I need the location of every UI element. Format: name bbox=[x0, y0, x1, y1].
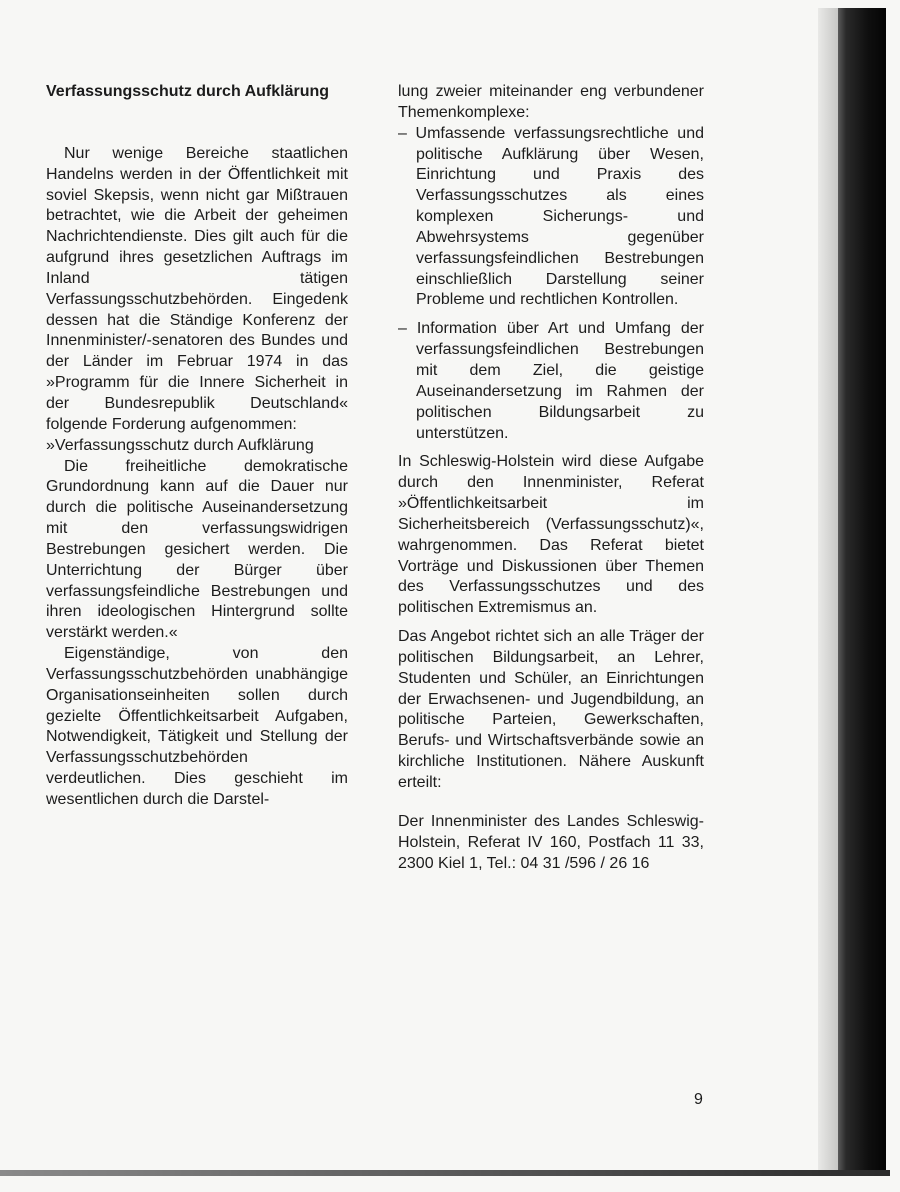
left-column bbox=[46, 82, 348, 811]
body-paragraph: In Schleswig-Holstein wird diese Aufgabe durch den Innenminister, Referat »Öffentlichkeitsarbeit im Sicherheitsbereich (Verfassungsschutz)«, wahrgenommen. Das Referat bietet Vorträge und Diskussionen über Themen des Verfassungsschutzes und des politischen Extremismus an. bbox=[398, 453, 704, 617]
page-gutter bbox=[818, 8, 838, 1176]
body-paragraph: Eigenständige, von den Verfassungsschutzbehörden unabhängige Organisationseinheiten sollen durch gezielte Öffentlichkeitsarbeit Aufgaben, Notwendigkeit, Tätigkeit und Stellung der Verfassungsschutzbehörden verdeutlichen. Dies geschieht im wesentlichen durch die Darstel- bbox=[46, 645, 348, 808]
body-paragraph: Das Angebot richtet sich an alle Träger der politischen Bildungsarbeit, an Lehrer, Studenten und Schüler, an Einrichtungen der Erwachsenen- und Jugendbildung, an politische Parteien, Gewerkschaften, Berufs- und Wirtschaftsverbände sowie an kirchliche Institutionen. Nähere Auskunft erteilt: bbox=[398, 628, 704, 791]
contact-address: Der Innenminister des Landes Schleswig-Holstein, Referat IV 160, Postfach 11 33, 2300 Kiel 1, Tel.: 04 31 /596 / 26 16 bbox=[398, 812, 704, 872]
article-heading: Verfassungsschutz durch Aufklärung bbox=[46, 83, 330, 100]
body-paragraph: lung zweier miteinander eng verbundener Themenkomplexe: bbox=[398, 83, 704, 121]
list-item: – Umfassende verfassungsrechtliche und politische Aufklärung über Wesen, Einrichtung und Praxis des Verfassungsschutzes als eines komplexen Sicherungs- und Abwehrsystems gegenüber verfassungsfeindlichen Bestrebungen einschließlich Darstellung seiner Probleme und rechtlichen Kontrollen. bbox=[398, 124, 704, 309]
list-item: – Information über Art und Umfang der verfassungsfeindlichen Bestrebungen mit dem Ziel, die geistige Auseinandersetzung im Rahmen der politischen Bildungsarbeit zu unterstützen. bbox=[398, 320, 704, 442]
quote-body: Die freiheitliche demokratische Grundordnung kann auf die Dauer nur durch die politische Auseinandersetzung mit den verfassungswidrigen Bestrebungen gesichert werden. Die Unterrichtung der Bürger über verfassungsfeindliche Bestrebungen und ihren ideologischen Hintergrund sollte verstärkt werden.« bbox=[46, 457, 348, 642]
quote-title: »Verfassungsschutz durch Aufklärung bbox=[46, 436, 314, 454]
book-spine bbox=[838, 8, 886, 1176]
page-number: 9 bbox=[694, 1091, 703, 1108]
page-bottom-edge bbox=[0, 1170, 890, 1176]
right-column bbox=[398, 82, 704, 874]
body-paragraph: Nur wenige Bereiche staatlichen Handelns werden in der Öffentlichkeit mit soviel Skepsis, wenn nicht gar Mißtrauen betrachtet, wie die Arbeit der geheimen Nachrichtendienste. Dies gilt auch für die aufgrund ihres gesetzlichen Auftrags im Inland tätigen Verfassungsschutzbehörden. Eingedenk dessen hat die Ständige Konferenz der Innenminister/-senatoren des Bundes und der Länder im Februar 1974 in das »Programm für die Innere Sicherheit in der Bundesrepublik Deutschland« folgende Forderung aufgenommen: bbox=[46, 144, 348, 433]
